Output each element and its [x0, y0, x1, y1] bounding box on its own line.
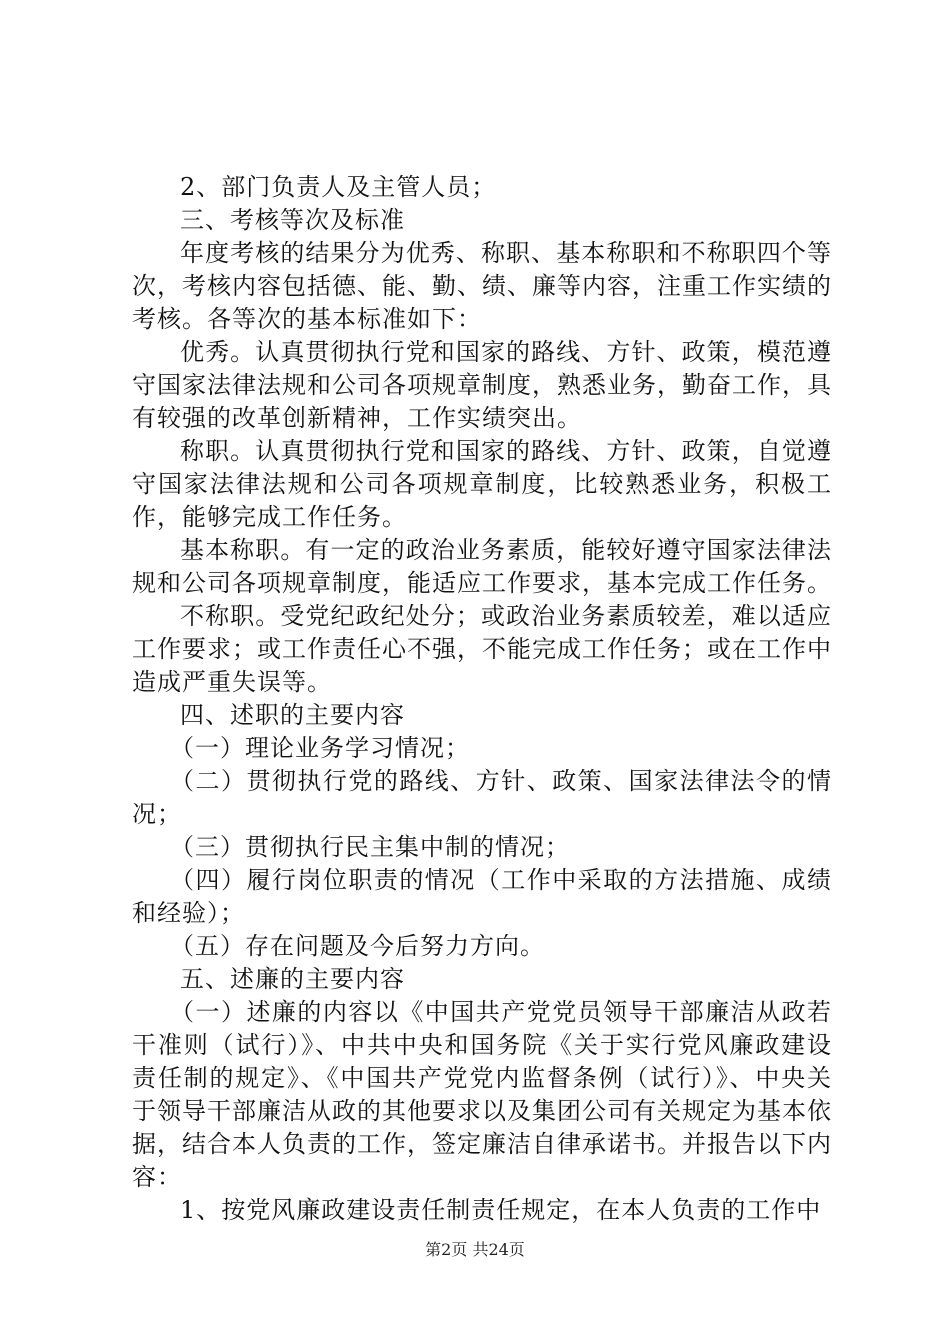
list-item-one: （一）理论业务学习情况；: [170, 734, 470, 762]
paragraph-excellent: 优秀。认真贯彻执行党和国家的路线、方针、政策，模范遵守国家法律法规和公司各项规章制度，熟悉业务，勤奋工作，具有较强的改革创新精神，工作实绩突出。: [132, 338, 832, 432]
page-footer: [0, 1240, 950, 1260]
list-item-three: （三）贯彻执行民主集中制的情况；: [170, 833, 570, 861]
paragraph-incompetent: 不称职。受党纪政纪处分；或政治业务素质较差，难以适应工作要求；或工作责任心不强，不能完成工作任务；或在工作中造成严重失误等。: [132, 602, 832, 696]
paragraph-item-2: 2、部门负责人及主管人员；: [180, 173, 497, 201]
list-item-five: （五）存在问题及今后努力方向。: [170, 932, 545, 960]
paragraph-basically-competent: 基本称职。有一定的政治业务素质，能较好遵守国家法律法规和公司各项规章制度，能适应工作要求，基本完成工作任务。: [132, 536, 832, 597]
section-heading-3: 三、考核等次及标准: [180, 206, 405, 234]
document-body: [132, 171, 832, 1227]
paragraph-annual-assessment: 年度考核的结果分为优秀、称职、基本称职和不称职四个等次，考核内容包括德、能、勤、绩、廉等内容，注重工作实绩的考核。各等次的基本标准如下：: [132, 239, 832, 333]
list-item-four: （四）履行岗位职责的情况（工作中采取的方法措施、成绩和经验）；: [132, 866, 832, 927]
page-number-text: 第2页 共24页: [425, 1240, 525, 1259]
section-heading-4: 四、述职的主要内容: [180, 701, 405, 729]
paragraph-competent: 称职。认真贯彻执行党和国家的路线、方针、政策，自觉遵守国家法律法规和公司各项规章制度，比较熟悉业务，积极工作，能够完成工作任务。: [132, 437, 832, 531]
section-heading-5: 五、述廉的主要内容: [180, 965, 405, 993]
paragraph-integrity-basis: （一）述廉的内容以《中国共产党党员领导干部廉洁从政若干准则（试行）》、中共中央和国务院《关于实行党风廉政建设责任制的规定》、《中国共产党党内监督条例（试行）》、中央关于领导干部廉洁从政的其他要求以及集团公司有关规定为基本依据，结合本人负责的工作，签定廉洁自律承诺书。并报告以下内容：: [132, 998, 832, 1191]
list-item-two: （二）贯彻执行党的路线、方针、政策、国家法律法令的情况；: [132, 767, 832, 828]
paragraph-responsibility-item-1: 1、按党风廉政建设责任制责任规定，在本人负责的工作中: [180, 1196, 822, 1224]
